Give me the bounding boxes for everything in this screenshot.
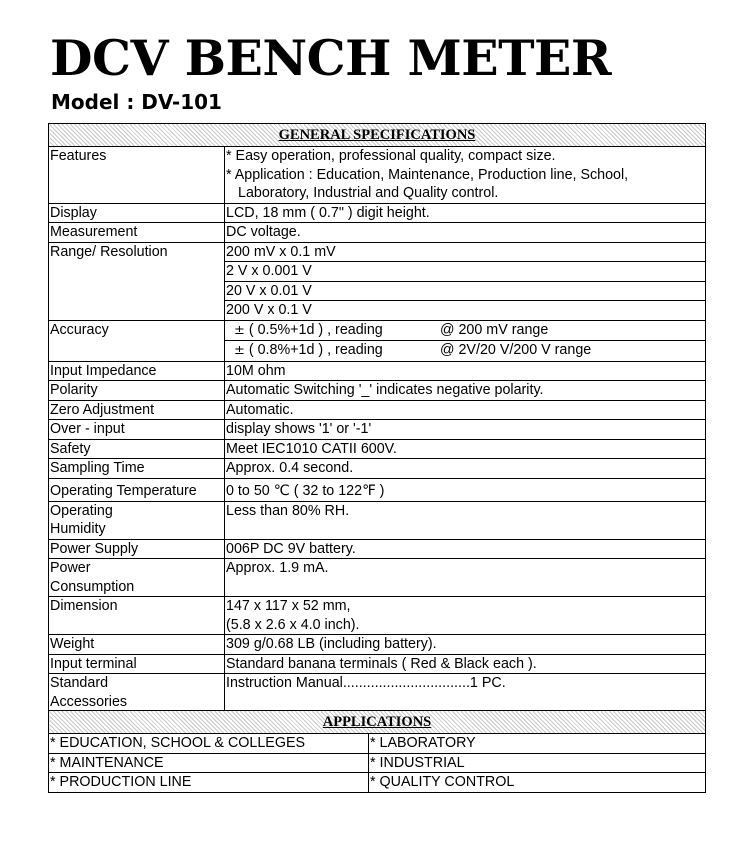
table-row xyxy=(49,539,706,559)
table-row xyxy=(49,501,706,539)
table-row xyxy=(49,597,706,635)
application-item: * MAINTENANCE xyxy=(49,753,369,773)
spec-label-power-supply: Power Supply xyxy=(49,539,225,559)
spec-label-sampling-time: Sampling Time xyxy=(49,459,225,479)
spec-value-power-consumption: Approx. 1.9 mA. xyxy=(225,559,706,597)
spec-label-polarity: Polarity xyxy=(49,381,225,401)
spec-value-standard-accessories: Instruction Manual................................1 PC. xyxy=(225,674,706,712)
table-row xyxy=(49,753,706,773)
spec-value-input-terminal: Standard banana terminals ( Red & Black each ). xyxy=(225,654,706,674)
table-row xyxy=(49,654,706,674)
spec-value-display: LCD, 18 mm ( 0.7" ) digit height. xyxy=(225,203,706,223)
table-row xyxy=(49,734,706,754)
table-row xyxy=(49,478,706,501)
application-item: * QUALITY CONTROL xyxy=(369,773,706,793)
spec-value-range: 200 mV x 0.1 mV xyxy=(225,242,706,262)
table-row xyxy=(49,147,706,204)
spec-value-input-impedance: 10M ohm xyxy=(225,361,706,381)
spec-label-zero-adjustment: Zero Adjustment xyxy=(49,400,225,420)
spec-value-range: 200 V x 0.1 V xyxy=(225,301,706,321)
features-line: * Easy operation, professional quality, compact size. xyxy=(226,148,556,164)
table-row xyxy=(49,559,706,597)
spec-value-weight: 309 g/0.68 LB (including battery). xyxy=(225,635,706,655)
spec-value-dimension: 147 x 117 x 52 mm, (5.8 x 2.6 x 4.0 inch). xyxy=(225,597,706,635)
spec-value-power-supply: 006P DC 9V battery. xyxy=(225,539,706,559)
application-item: * PRODUCTION LINE xyxy=(49,773,369,793)
spec-label-measurement: Measurement xyxy=(49,223,225,243)
table-row xyxy=(49,361,706,381)
spec-value-operating-temperature: 0 to 50 ℃ ( 32 to 122℉ ) xyxy=(225,478,706,501)
spec-value-range: 2 V x 0.001 V xyxy=(225,262,706,282)
applications-table xyxy=(48,710,706,793)
application-item: * INDUSTRIAL xyxy=(369,753,706,773)
spec-value-zero-adjustment: Automatic. xyxy=(225,400,706,420)
spec-label-weight: Weight xyxy=(49,635,225,655)
table-row xyxy=(49,674,706,712)
spec-label-over-input: Over - input xyxy=(49,420,225,440)
spec-value-operating-humidity: Less than 80% RH. xyxy=(225,501,706,539)
application-item: * EDUCATION, SCHOOL & COLLEGES xyxy=(49,734,369,754)
spec-label-range: Range/ Resolution xyxy=(49,242,225,320)
table-row xyxy=(49,439,706,459)
table-row xyxy=(49,635,706,655)
spec-label-operating-temperature: Operating Temperature xyxy=(49,478,225,501)
table-row xyxy=(49,242,706,262)
plus-minus-icon: ± xyxy=(233,322,245,338)
spec-label-operating-humidity: Operating Humidity xyxy=(49,501,225,539)
table-row xyxy=(49,203,706,223)
general-specifications-header: GENERAL SPECIFICATIONS xyxy=(49,124,706,147)
spec-value-range: 20 V x 0.01 V xyxy=(225,281,706,301)
table-row xyxy=(49,400,706,420)
application-item: * LABORATORY xyxy=(369,734,706,754)
model-number: Model : DV-101 xyxy=(51,90,222,114)
spec-label-power-consumption: Power Consumption xyxy=(49,559,225,597)
spec-value-over-input: display shows '1' or '-1' xyxy=(225,420,706,440)
spec-label-input-terminal: Input terminal xyxy=(49,654,225,674)
features-line: * Application : Education, Maintenance, Production line, School, xyxy=(226,166,629,183)
table-row xyxy=(49,420,706,440)
spec-value-features xyxy=(225,147,706,204)
spec-label-safety: Safety xyxy=(49,439,225,459)
spec-label-display: Display xyxy=(49,203,225,223)
spec-label-dimension: Dimension xyxy=(49,597,225,635)
spec-value-accuracy: ± ( 0.8%+1d ) , reading @ 2V/20 V/200 V range xyxy=(225,341,706,362)
spec-value-sampling-time: Approx. 0.4 second. xyxy=(225,459,706,479)
plus-minus-icon: ± xyxy=(233,343,245,358)
spec-label-features: Features xyxy=(49,147,225,204)
spec-value-safety: Meet IEC1010 CATII 600V. xyxy=(225,439,706,459)
spec-label-accuracy: Accuracy xyxy=(49,320,225,361)
spec-value-accuracy: ± ( 0.5%+1d ) , reading @ 200 mV range xyxy=(225,320,706,341)
table-row xyxy=(49,773,706,793)
table-row xyxy=(49,320,706,341)
spec-label-standard-accessories: Standard Accessories xyxy=(49,674,225,712)
spec-value-measurement: DC voltage. xyxy=(225,223,706,243)
spec-value-polarity: Automatic Switching '_' indicates negative polarity. xyxy=(225,381,706,401)
general-specifications-table xyxy=(48,123,706,712)
document-title: DCV BENCH METER xyxy=(50,29,612,87)
table-row xyxy=(49,459,706,479)
features-line: Laboratory, Industrial and Quality control. xyxy=(238,185,499,201)
spec-label-input-impedance: Input Impedance xyxy=(49,361,225,381)
applications-header: APPLICATIONS xyxy=(49,711,706,734)
table-row xyxy=(49,223,706,243)
table-row xyxy=(49,381,706,401)
